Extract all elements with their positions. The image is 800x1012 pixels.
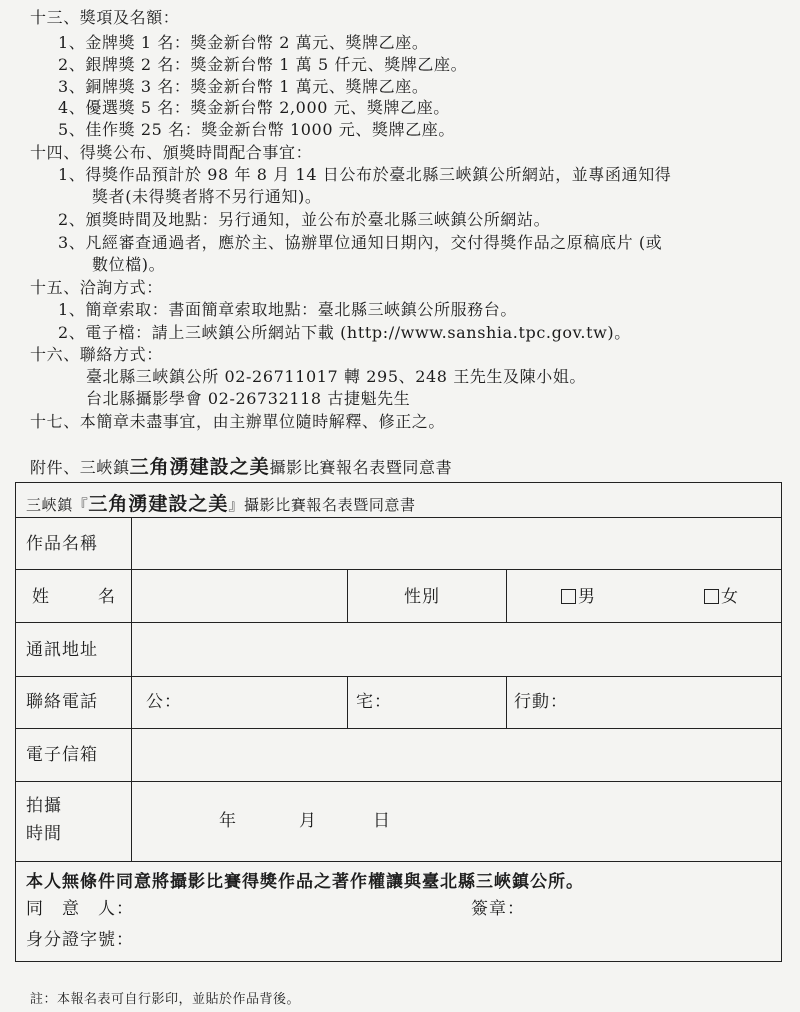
work-name-label: 作品名稱 [26, 534, 98, 554]
year-label: 年 [219, 811, 237, 831]
column-divider [506, 569, 507, 622]
column-divider [347, 569, 348, 622]
mobile-phone-label: 行動： [514, 692, 568, 712]
agree-person-label: 同 意 人： [26, 899, 134, 919]
address-field[interactable] [134, 625, 779, 673]
rule-item: 3、凡經審查通過者，應於主、協辦單位通知日期內，交付得獎作品之原稿底片 (或 [58, 233, 663, 252]
annex-prefix: 附件、三峽鎮 [30, 458, 130, 477]
registration-form [15, 482, 782, 962]
rule-item: 3、銅牌獎 3 名：獎金新台幣 1 萬元、獎牌乙座。 [58, 77, 429, 96]
annex-title [30, 452, 452, 479]
rule-item: 1、金牌獎 1 名：獎金新台幣 2 萬元、獎牌乙座。 [58, 33, 429, 52]
month-label: 月 [299, 811, 317, 831]
gender-label: 性別 [404, 587, 440, 607]
email-label: 電子信箱 [26, 745, 98, 765]
phone-label: 聯絡電話 [26, 692, 98, 712]
checkbox-icon[interactable] [561, 589, 576, 604]
name-label-second-char: 名 [98, 587, 116, 607]
rule-item-continuation: 數位檔)。 [92, 255, 166, 274]
email-field[interactable] [134, 731, 779, 778]
male-label: 男 [578, 587, 596, 607]
work-name-field[interactable] [134, 520, 779, 567]
id-number-label: 身分證字號： [26, 930, 134, 950]
rule-heading-16: 十六、聯絡方式： [30, 345, 163, 364]
form-title [26, 489, 416, 516]
shoot-time-label-line-2: 時間 [26, 824, 62, 844]
rule-item: 2、頒獎時間及地點：另行通知，並公布於臺北縣三峽鎮公所網站。 [58, 210, 551, 229]
rule-heading-13: 十三、獎項及名額： [30, 8, 180, 27]
rule-heading-15: 十五、洽詢方式： [30, 278, 163, 297]
rule-item: 1、簡章索取：書面簡章索取地點：臺北縣三峽鎮公所服務台。 [58, 300, 517, 319]
gender-female-option[interactable] [704, 586, 739, 608]
annex-suffix: 攝影比賽報名表暨同意書 [269, 458, 453, 477]
column-divider [506, 676, 507, 728]
consent-statement: 本人無條件同意將攝影比賽得獎作品之著作權讓與臺北縣三峽鎮公所。 [26, 872, 584, 892]
row-divider [16, 861, 781, 862]
column-divider [131, 517, 132, 861]
home-phone-label: 宅： [356, 692, 392, 712]
column-divider [347, 676, 348, 728]
contact-line: 臺北縣三峽鎮公所 02-26711017 轉 295、248 王先生及陳小姐。 [86, 367, 587, 386]
address-label: 通訊地址 [26, 640, 98, 660]
shoot-time-label-line-1: 拍攝 [26, 796, 62, 816]
rule-item: 2、銀牌獎 2 名：獎金新台幣 1 萬 5 仟元、獎牌乙座。 [58, 55, 468, 74]
gender-male-option[interactable] [561, 586, 596, 608]
female-label: 女 [721, 587, 739, 607]
name-label-first-char: 姓 [32, 587, 50, 607]
day-label: 日 [373, 811, 391, 831]
form-title-highlight: 三角湧建設之美 [88, 493, 229, 515]
annex-highlight: 三角湧建設之美 [129, 456, 270, 478]
name-field[interactable] [134, 572, 344, 620]
rule-item: 4、優選獎 5 名：獎金新台幣 2,000 元、獎牌乙座。 [58, 98, 450, 117]
office-phone-label: 公： [146, 692, 182, 712]
rule-heading-17: 十七、本簡章未盡事宜，由主辦單位隨時解釋、修正之。 [30, 412, 446, 431]
rule-item-continuation: 獎者(未得獎者將不另行通知)。 [92, 187, 322, 206]
signature-label: 簽章： [471, 899, 525, 919]
rule-item: 2、電子檔：請上三峽鎮公所網站下載 (http://www.sanshia.tpc.gov.tw)。 [58, 323, 631, 342]
checkbox-icon[interactable] [704, 589, 719, 604]
footnote: 註：本報名表可自行影印，並貼於作品背後。 [30, 992, 301, 1007]
rule-item: 5、佳作獎 25 名：獎金新台幣 1000 元、獎牌乙座。 [58, 120, 456, 139]
rule-item: 1、得獎作品預計於 98 年 8 月 14 日公布於臺北縣三峽鎮公所網站，並專函通知得 [58, 165, 672, 184]
contact-line: 台北縣攝影學會 02-26732118 古捷魁先生 [86, 389, 411, 408]
rule-heading-14: 十四、得獎公布、頒獎時間配合事宜： [30, 143, 313, 162]
form-title-prefix: 三峽鎮『 [26, 496, 89, 514]
form-title-suffix: 』攝影比賽報名表暨同意書 [228, 496, 416, 514]
